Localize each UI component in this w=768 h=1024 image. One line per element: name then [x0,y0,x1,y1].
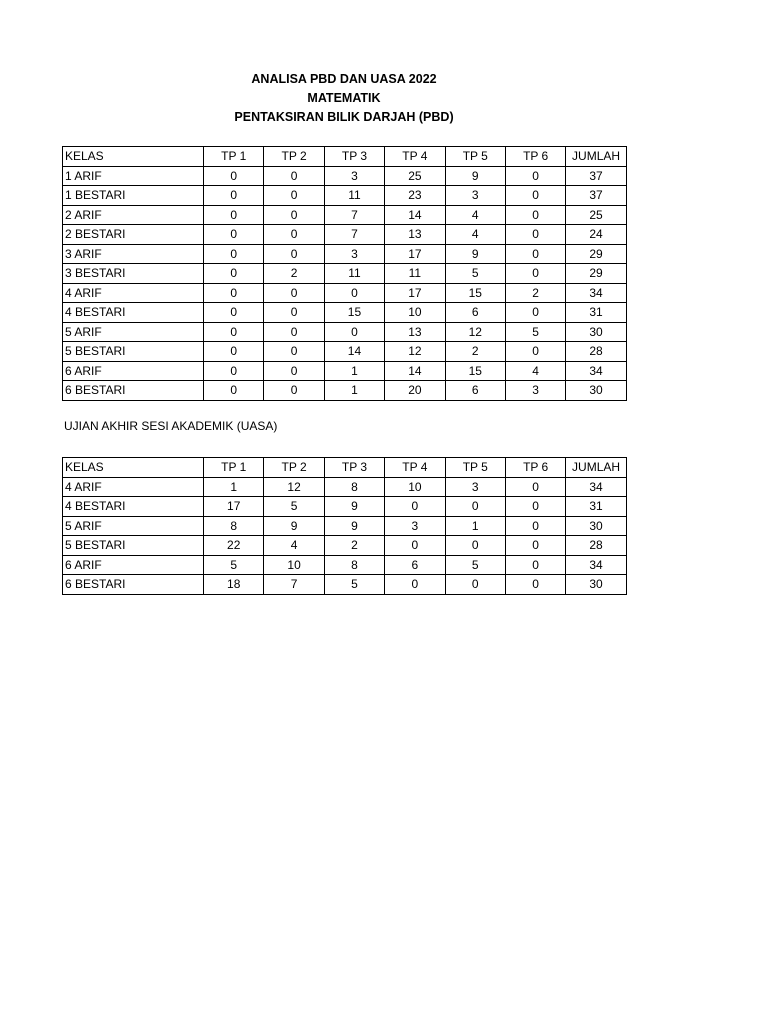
tp2-cell: 5 [264,497,324,517]
kelas-cell: 6 ARIF [63,361,204,381]
kelas-cell: 5 BESTARI [63,536,204,556]
tp2-cell: 0 [264,283,324,303]
tp4-cell: 14 [385,205,445,225]
table-row [63,575,627,595]
kelas-cell: 4 BESTARI [63,497,204,517]
kelas-cell: 5 ARIF [63,322,204,342]
table-row [63,477,627,497]
table-row [63,264,627,284]
kelas-cell: 6 BESTARI [63,575,204,595]
jumlah-cell: 31 [566,497,626,517]
tp2-cell: 2 [264,264,324,284]
tp4-cell: 0 [385,575,445,595]
column-header-tp6: TP 6 [505,147,565,167]
table-row [63,225,627,245]
uasa-section-label: UJIAN AKHIR SESI AKADEMIK (UASA) [64,419,278,433]
jumlah-cell: 30 [566,516,626,536]
tp5-cell: 3 [445,477,505,497]
tp6-cell: 0 [505,497,565,517]
kelas-cell: 1 ARIF [63,166,204,186]
tp4-cell: 17 [385,283,445,303]
tp2-cell: 0 [264,342,324,362]
tp4-cell: 11 [385,264,445,284]
tp3-cell: 5 [324,575,384,595]
tp5-cell: 6 [445,381,505,401]
tp3-cell: 14 [324,342,384,362]
jumlah-cell: 29 [566,244,626,264]
tp6-cell: 3 [505,381,565,401]
jumlah-cell: 28 [566,342,626,362]
kelas-cell: 4 ARIF [63,283,204,303]
tp2-cell: 0 [264,166,324,186]
kelas-cell: 3 BESTARI [63,264,204,284]
tp6-cell: 0 [505,303,565,323]
document-title: ANALISA PBD DAN UASA 2022 [251,72,437,86]
tp1-cell: 1 [204,477,264,497]
jumlah-cell: 34 [566,477,626,497]
column-header-kelas: KELAS [63,147,204,167]
subject-title: MATEMATIK [307,91,381,105]
tp3-cell: 1 [324,381,384,401]
tp5-cell: 9 [445,244,505,264]
tp1-cell: 0 [204,244,264,264]
column-header-tp2: TP 2 [264,458,324,478]
tp3-cell: 11 [324,186,384,206]
tp5-cell: 0 [445,497,505,517]
kelas-cell: 5 BESTARI [63,342,204,362]
section-title-pbd: PENTAKSIRAN BILIK DARJAH (PBD) [234,110,454,124]
tp3-cell: 7 [324,205,384,225]
jumlah-cell: 37 [566,166,626,186]
tp5-cell: 4 [445,205,505,225]
tp3-cell: 7 [324,225,384,245]
tp6-cell: 0 [505,575,565,595]
kelas-cell: 3 ARIF [63,244,204,264]
tp1-cell: 0 [204,322,264,342]
tp3-cell: 8 [324,555,384,575]
tp3-cell: 3 [324,244,384,264]
table-row [63,361,627,381]
tp2-cell: 0 [264,205,324,225]
table-header-row [63,147,627,167]
column-header-jumlah: JUMLAH [566,458,626,478]
table-row [63,497,627,517]
table-row [63,381,627,401]
tp6-cell: 0 [505,166,565,186]
tp5-cell: 5 [445,555,505,575]
jumlah-cell: 34 [566,361,626,381]
tp1-cell: 18 [204,575,264,595]
kelas-cell: 5 ARIF [63,516,204,536]
tp4-cell: 13 [385,322,445,342]
tp2-cell: 0 [264,322,324,342]
tp6-cell: 2 [505,283,565,303]
tp3-cell: 0 [324,322,384,342]
tp2-cell: 0 [264,244,324,264]
tp3-cell: 11 [324,264,384,284]
tp6-cell: 0 [505,186,565,206]
tp5-cell: 6 [445,303,505,323]
tp5-cell: 0 [445,575,505,595]
table-row [63,555,627,575]
column-header-jumlah: JUMLAH [566,147,626,167]
column-header-tp2: TP 2 [264,147,324,167]
tp1-cell: 17 [204,497,264,517]
kelas-cell: 6 BESTARI [63,381,204,401]
tp6-cell: 0 [505,205,565,225]
tp1-cell: 0 [204,205,264,225]
tp5-cell: 15 [445,361,505,381]
tp4-cell: 6 [385,555,445,575]
tp3-cell: 9 [324,497,384,517]
tp1-cell: 22 [204,536,264,556]
table-row [63,516,627,536]
tp5-cell: 5 [445,264,505,284]
table-row [63,244,627,264]
column-header-tp1: TP 1 [204,458,264,478]
tp2-cell: 12 [264,477,324,497]
tp5-cell: 3 [445,186,505,206]
uasa-table-body [63,477,627,594]
tp5-cell: 0 [445,536,505,556]
pbd-table [62,146,627,401]
tp3-cell: 3 [324,166,384,186]
tp3-cell: 2 [324,536,384,556]
kelas-cell: 4 ARIF [63,477,204,497]
table-row [63,342,627,362]
tp4-cell: 10 [385,303,445,323]
jumlah-cell: 34 [566,283,626,303]
tp4-cell: 12 [385,342,445,362]
tp6-cell: 5 [505,322,565,342]
column-header-kelas: KELAS [63,458,204,478]
tp4-cell: 14 [385,361,445,381]
tp1-cell: 0 [204,166,264,186]
tp1-cell: 0 [204,342,264,362]
tp1-cell: 0 [204,361,264,381]
tp2-cell: 0 [264,361,324,381]
tp4-cell: 0 [385,536,445,556]
table-row [63,283,627,303]
document-header [0,70,688,127]
tp3-cell: 8 [324,477,384,497]
tp2-cell: 0 [264,225,324,245]
tp6-cell: 0 [505,536,565,556]
tp5-cell: 15 [445,283,505,303]
tp4-cell: 0 [385,497,445,517]
tp1-cell: 0 [204,264,264,284]
tp6-cell: 4 [505,361,565,381]
column-header-tp3: TP 3 [324,458,384,478]
table-row [63,303,627,323]
tp4-cell: 10 [385,477,445,497]
jumlah-cell: 30 [566,322,626,342]
tp2-cell: 0 [264,381,324,401]
kelas-cell: 6 ARIF [63,555,204,575]
tp1-cell: 0 [204,381,264,401]
tp3-cell: 1 [324,361,384,381]
tp2-cell: 0 [264,186,324,206]
tp5-cell: 4 [445,225,505,245]
jumlah-cell: 25 [566,205,626,225]
jumlah-cell: 34 [566,555,626,575]
column-header-tp5: TP 5 [445,147,505,167]
table-row [63,205,627,225]
tp4-cell: 20 [385,381,445,401]
jumlah-cell: 30 [566,575,626,595]
tp5-cell: 1 [445,516,505,536]
table-row [63,186,627,206]
table-header-row [63,458,627,478]
tp1-cell: 8 [204,516,264,536]
jumlah-cell: 31 [566,303,626,323]
column-header-tp4: TP 4 [385,458,445,478]
tp6-cell: 0 [505,477,565,497]
jumlah-cell: 37 [566,186,626,206]
tp1-cell: 0 [204,225,264,245]
tp4-cell: 25 [385,166,445,186]
table-row [63,166,627,186]
tp5-cell: 12 [445,322,505,342]
column-header-tp3: TP 3 [324,147,384,167]
tp2-cell: 10 [264,555,324,575]
tp4-cell: 13 [385,225,445,245]
jumlah-cell: 30 [566,381,626,401]
kelas-cell: 4 BESTARI [63,303,204,323]
tp2-cell: 0 [264,303,324,323]
pbd-table-body [63,166,627,400]
tp5-cell: 2 [445,342,505,362]
column-header-tp1: TP 1 [204,147,264,167]
uasa-table [62,457,627,595]
column-header-tp6: TP 6 [505,458,565,478]
tp4-cell: 3 [385,516,445,536]
column-header-tp4: TP 4 [385,147,445,167]
tp6-cell: 0 [505,516,565,536]
kelas-cell: 2 ARIF [63,205,204,225]
tp2-cell: 4 [264,536,324,556]
jumlah-cell: 24 [566,225,626,245]
tp6-cell: 0 [505,555,565,575]
tp4-cell: 17 [385,244,445,264]
jumlah-cell: 29 [566,264,626,284]
kelas-cell: 2 BESTARI [63,225,204,245]
tp3-cell: 0 [324,283,384,303]
jumlah-cell: 28 [566,536,626,556]
tp6-cell: 0 [505,225,565,245]
tp6-cell: 0 [505,264,565,284]
tp3-cell: 15 [324,303,384,323]
kelas-cell: 1 BESTARI [63,186,204,206]
table-row [63,322,627,342]
tp1-cell: 0 [204,283,264,303]
tp3-cell: 9 [324,516,384,536]
table-row [63,536,627,556]
tp1-cell: 0 [204,186,264,206]
tp1-cell: 5 [204,555,264,575]
tp2-cell: 7 [264,575,324,595]
tp5-cell: 9 [445,166,505,186]
tp6-cell: 0 [505,342,565,362]
tp1-cell: 0 [204,303,264,323]
column-header-tp5: TP 5 [445,458,505,478]
tp2-cell: 9 [264,516,324,536]
tp6-cell: 0 [505,244,565,264]
tp4-cell: 23 [385,186,445,206]
